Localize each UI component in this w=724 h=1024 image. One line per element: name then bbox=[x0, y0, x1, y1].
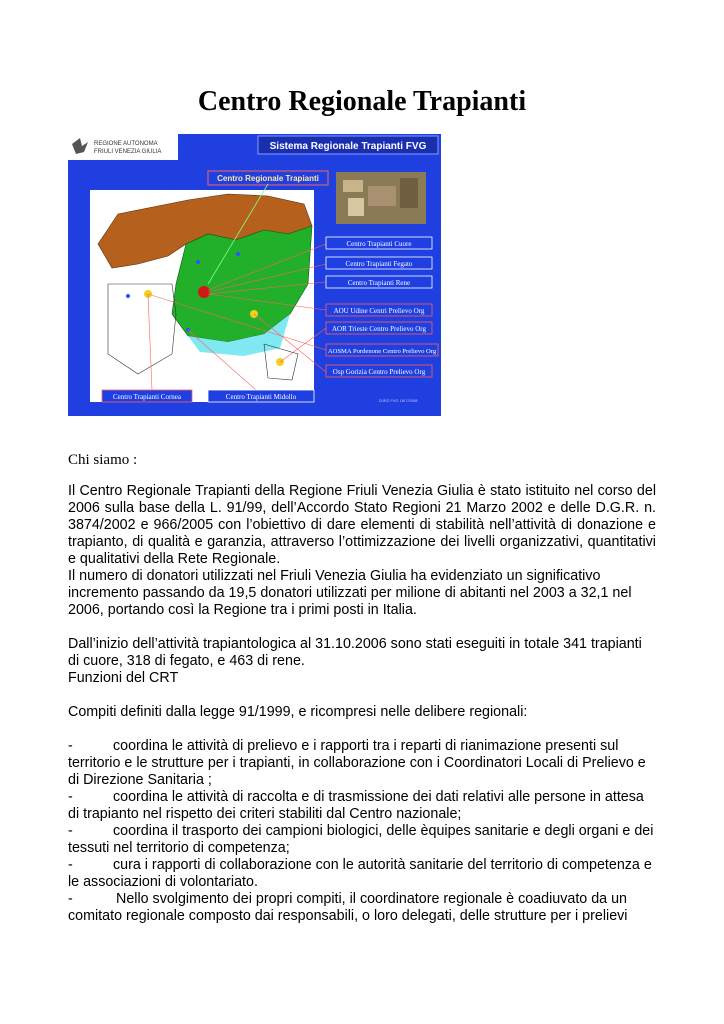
figure-footer: ZURZ FVG 18/7/2008 bbox=[378, 398, 418, 403]
list-item-text: coordina le attività di prelievo e i rapporti tra i reparti di rianimazione presenti sul territorio e le strutture per i trapianti, in collaborazione con i Coordinatori Locali di Prelievo e di Direzione Sanitaria ; bbox=[68, 738, 646, 788]
list-item bbox=[68, 823, 656, 857]
paragraph-trapianti: Dall’inizio dell’attività trapiantologica al 31.10.2006 sono stati eseguiti in totale 341 trapianti di cuore, 318 di fegato, e 463 di rene. bbox=[68, 636, 642, 669]
list-dash: - bbox=[68, 823, 73, 839]
paragraph-istituzione: Il Centro Regionale Trapianti della Regione Friuli Venezia Giulia è stato istituito nel corso del 2006 sulla base della L. 91/99, dell’Accordo Stato Regioni 21 Marzo 2002 e delle D.G.R. n. 3874/2002 e 966/2005 con l’obiettivo di dare elementi di stabilità nell’attività di donazione e trapianto, di qualità e garanzia, attraverso l’ottimizzazione dei livelli organizzativi, quantitativi e qualitativi della Rete Regionale. bbox=[68, 483, 656, 567]
logo-line-2: FRIULI VENEZIA GIULIA bbox=[94, 149, 162, 155]
page-title: Centro Regionale Trapianti bbox=[197, 86, 527, 117]
label-udine: AOU Udine Centri Prelievo Org bbox=[333, 307, 425, 315]
paragraph-donatori: Il numero di donatori utilizzati nel Friuli Venezia Giulia ha evidenziato un significativo incremento passando da 19,5 donatori utilizzati per milione di abitanti nel 2003 a 32,1 nel 2006, portando così la Regione tra i primi posti in Italia. bbox=[68, 568, 632, 618]
list-item-text: Nello svolgimento dei propri compiti, il coordinatore regionale è coadiuvato da un comitato regionale composto dai responsabili, o loro delegati, delle strutture per i prelievi bbox=[68, 891, 628, 924]
list-item-text: coordina il trasporto dei campioni biologici, delle èquipes sanitarie e degli organi e dei tessuti nel territorio di competenza; bbox=[68, 823, 654, 856]
list-item-text: coordina le attività di raccolta e di trasmissione dei dati relativi alle persone in attesa di trapianto nel rispetto dei criteri stabiliti dal Centro nazionale; bbox=[68, 789, 644, 822]
document-body bbox=[68, 483, 656, 925]
label-pordenone: AOSMA Pordenone Centro Prelievo Org bbox=[327, 348, 437, 355]
label-fegato: Centro Trapianti Fegato bbox=[345, 260, 413, 268]
list-dash: - bbox=[68, 738, 73, 754]
list-item bbox=[68, 857, 656, 891]
funzioni-heading: Funzioni del CRT bbox=[68, 670, 179, 686]
list-dash: - bbox=[68, 857, 73, 873]
list-dash: - bbox=[68, 789, 73, 805]
label-cornea: Centro Trapianti Cornea bbox=[112, 393, 182, 401]
label-midollo: Centro Trapianti Midollo bbox=[225, 393, 297, 401]
list-item bbox=[68, 789, 656, 823]
regional-network-figure bbox=[68, 134, 441, 416]
center-label: Centro Regionale Trapianti bbox=[217, 174, 319, 183]
list-item-text: cura i rapporti di collaborazione con le autorità sanitarie del territorio di competenza e le associazioni di volontariato. bbox=[68, 857, 652, 890]
compiti-heading: Compiti definiti dalla legge 91/1999, e ricompresi nelle delibere regionali: bbox=[68, 704, 528, 720]
chi-siamo-heading: Chi siamo : bbox=[68, 452, 138, 468]
list-dash: - bbox=[68, 891, 73, 907]
label-cuore: Centro Trapianti Cuore bbox=[346, 240, 412, 248]
logo-line-1: REGIONE AUTONOMA bbox=[94, 141, 158, 147]
label-gorizia: Osp Gorizia Centro Prelievo Org bbox=[332, 368, 426, 376]
list-item bbox=[68, 738, 656, 789]
list-item bbox=[68, 891, 656, 925]
figure-header: Sistema Regionale Trapianti FVG bbox=[269, 141, 427, 152]
label-trieste: AOR Trieste Centro Prelievo Org bbox=[332, 325, 426, 333]
label-rene: Centro Trapianti Rene bbox=[347, 279, 411, 287]
